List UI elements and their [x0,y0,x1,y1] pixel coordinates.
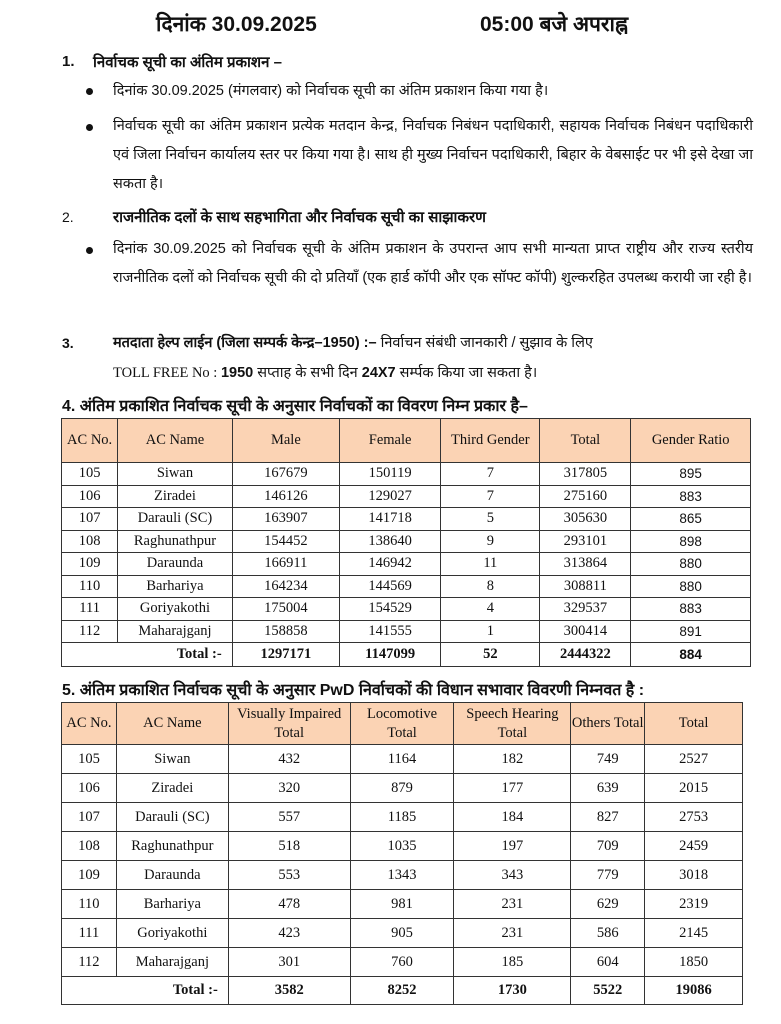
table-cell: Daraunda [116,861,228,890]
table-cell: 905 [350,919,454,948]
table-cell: 313864 [540,553,631,576]
table-cell: 154452 [232,530,339,553]
table-cell: 129027 [340,485,441,508]
table-cell: 2527 [645,745,743,774]
table-cell: 9 [441,530,540,553]
table-cell: 432 [228,745,350,774]
table-row [62,485,751,508]
section-3-line-2 [113,362,537,382]
table-cell: 317805 [540,463,631,486]
total-cell: 5522 [571,977,645,1005]
col-male: Male [232,419,339,463]
table-cell: 553 [228,861,350,890]
toll-free-end: सर्म्पक किया जा सकता है। [395,365,538,381]
table-cell: Goriyakothi [116,919,228,948]
total-cell: 52 [441,643,540,667]
table-cell: 106 [62,774,117,803]
section-2-bullet-1: दिनांक 30.09.2025 को निर्वाचक सूची के अंतिम प्रकाशन के उपरान्त आप सभी मान्यता प्राप्त राष्ट्रीय और राज्य स्तरीय राजनीतिक दलों को निर्वाचक सूची की दो प्रतियाँ (एक हार्ड कॉपी और एक सॉफ्ट कॉपी) शुल्करहित उपलब्ध करायी जा रही है। [113,241,753,286]
table-cell: 879 [350,774,454,803]
col-speech-hearing: Speech Hearing Total [454,703,571,745]
total-cell: 2444322 [540,643,631,667]
table-cell: 981 [350,890,454,919]
col-others: Others Total [571,703,645,745]
table-cell: 231 [454,890,571,919]
table-cell: 891 [631,620,751,643]
table-row [62,774,743,803]
total-cell: 8252 [350,977,454,1005]
table-cell: 150119 [340,463,441,486]
table-cell: 300414 [540,620,631,643]
table-cell: 2015 [645,774,743,803]
table-cell: 478 [228,890,350,919]
table-cell: 1850 [645,948,743,977]
table-cell: 629 [571,890,645,919]
section-5-title: 5. अंतिम प्रकाशित निर्वाचक सूची के अनुसार PwD निर्वाचकों की विधान सभावार विवरणी निम्नवत है : [62,682,645,699]
table-cell: Raghunathpur [116,832,228,861]
table-cell: Maharajganj [118,620,232,643]
table-cell: 141718 [340,508,441,531]
toll-free-hours: 24X7 [361,365,396,381]
table-cell: 141555 [340,620,441,643]
table-cell: 105 [62,463,118,486]
table-cell: 779 [571,861,645,890]
table-row [62,890,743,919]
table-cell: 2145 [645,919,743,948]
pwd-electors-table [61,702,743,1005]
table-cell: 109 [62,861,117,890]
table-cell: Barhariya [116,890,228,919]
table-cell: 895 [631,463,751,486]
table-cell: 5 [441,508,540,531]
toll-free-mid: सप्ताह के सभी दिन [253,365,362,381]
table-row [62,598,751,621]
table-cell: 898 [631,530,751,553]
section-4-title: 4. अंतिम प्रकाशित निर्वाचक सूची के अनुसार निर्वाचकों का विवरण निम्न प्रकार है– [62,398,528,415]
table-cell: 827 [571,803,645,832]
table-cell: Barhariya [118,575,232,598]
table-row [62,948,743,977]
toll-free-label: TOLL FREE No : [113,365,221,381]
total-label: Total :- [62,977,229,1005]
table-cell: 146942 [340,553,441,576]
total-cell: 1147099 [340,643,441,667]
section-1-bullet-2: निर्वाचक सूची का अंतिम प्रकाशन प्रत्येक मतदान केन्द्र, निर्वाचक निबंधन पदाधिकारी, सहायक निर्वाचक निबंधन पदाधिकारी एवं जिला निर्वाचन कार्यालय स्तर पर किया गया है। साथ ही मुख्य निर्वाचन पदाधिकारी, बिहार के वेबसाईट पर भी इसे देखा जा सकता है। [113,118,753,192]
table-cell: 107 [62,803,117,832]
table-cell: 7 [441,485,540,508]
table-cell: 883 [631,485,751,508]
bullet-icon [86,88,93,95]
table-cell: 110 [62,575,118,598]
table-cell: 343 [454,861,571,890]
col-ac-no: AC No. [62,419,118,463]
table-cell: 8 [441,575,540,598]
table-cell: 2753 [645,803,743,832]
bullet-icon [86,124,93,131]
table-cell: 329537 [540,598,631,621]
table-cell: 182 [454,745,571,774]
table-cell: Darauli (SC) [116,803,228,832]
col-total: Total [645,703,743,745]
table-cell: Darauli (SC) [118,508,232,531]
section-3-number: 3. [62,335,74,351]
table-cell: 749 [571,745,645,774]
table-row [62,575,751,598]
table-cell: Ziradei [118,485,232,508]
table-cell: 158858 [232,620,339,643]
table-cell: 111 [62,598,118,621]
table-cell: 586 [571,919,645,948]
table-header-row [62,419,751,463]
table-cell: 423 [228,919,350,948]
electors-table [61,418,751,667]
total-cell: 3582 [228,977,350,1005]
table-cell: 3018 [645,861,743,890]
total-row [62,977,743,1005]
table-header-row [62,703,743,745]
col-third-gender: Third Gender [441,419,540,463]
total-cell: 1297171 [232,643,339,667]
col-ac-name: AC Name [116,703,228,745]
table-cell: 1 [441,620,540,643]
table-cell: 305630 [540,508,631,531]
table-cell: 231 [454,919,571,948]
col-total: Total [540,419,631,463]
table-cell: 865 [631,508,751,531]
total-cell: 884 [631,643,751,667]
table-cell: Ziradei [116,774,228,803]
total-cell: 1730 [454,977,571,1005]
table-cell: 112 [62,620,118,643]
table-cell: 1164 [350,745,454,774]
bullet-icon [86,247,93,254]
table-cell: 301 [228,948,350,977]
total-label: Total :- [62,643,233,667]
table-cell: 108 [62,530,118,553]
toll-free-number: 1950 [220,365,254,381]
table-row [62,553,751,576]
table-cell: 880 [631,553,751,576]
table-row [62,508,751,531]
table-row [62,745,743,774]
col-visually-impaired: Visually Impaired Total [228,703,350,745]
helpline-title: मतदाता हेल्प लाईन (जिला सम्पर्क केन्द्र–1950) :– [113,335,377,351]
table-cell: 320 [228,774,350,803]
table-cell: 164234 [232,575,339,598]
table-row [62,620,751,643]
table-cell: 163907 [232,508,339,531]
table-cell: Daraunda [118,553,232,576]
table-cell: 109 [62,553,118,576]
table-cell: 11 [441,553,540,576]
table-cell: 107 [62,508,118,531]
section-2-number: 2. [62,209,74,225]
table-cell: 175004 [232,598,339,621]
table-cell: Maharajganj [116,948,228,977]
table-cell: 308811 [540,575,631,598]
section-1-number: 1. [62,53,75,70]
table-cell: 709 [571,832,645,861]
table-cell: 197 [454,832,571,861]
table-cell: 1185 [350,803,454,832]
table-cell: Raghunathpur [118,530,232,553]
helpline-desc: निर्वाचन संबंधी जानकारी / सुझाव के लिए [376,335,593,351]
section-1-bullet-1: दिनांक 30.09.2025 (मंगलवार) को निर्वाचक सूची का अंतिम प्रकाशन किया गया है। [113,83,549,99]
table-row [62,832,743,861]
document-header [0,8,781,42]
table-row [62,530,751,553]
table-cell: 154529 [340,598,441,621]
table-cell: 111 [62,919,117,948]
total-row [62,643,751,667]
table-cell: 144569 [340,575,441,598]
table-cell: 184 [454,803,571,832]
col-ac-no: AC No. [62,703,117,745]
table-cell: 2319 [645,890,743,919]
table-cell: 138640 [340,530,441,553]
table-cell: 1035 [350,832,454,861]
table-cell: 106 [62,485,118,508]
table-cell: 1343 [350,861,454,890]
table-cell: 275160 [540,485,631,508]
table-cell: 177 [454,774,571,803]
table-cell: 883 [631,598,751,621]
table-cell: Siwan [116,745,228,774]
table-cell: 185 [454,948,571,977]
table-row [62,919,743,948]
col-locomotive: Locomotive Total [350,703,454,745]
header-time: 05:00 बजे अपराह्न [480,13,629,36]
table-cell: Siwan [118,463,232,486]
section-3-line-1 [113,332,593,352]
table-cell: 110 [62,890,117,919]
table-cell: 112 [62,948,117,977]
header-date: दिनांक 30.09.2025 [156,13,317,36]
table-cell: 518 [228,832,350,861]
table-cell: 108 [62,832,117,861]
table-row [62,803,743,832]
table-cell: 604 [571,948,645,977]
table-cell: 639 [571,774,645,803]
table-cell: 880 [631,575,751,598]
table-cell: 146126 [232,485,339,508]
table-cell: 557 [228,803,350,832]
section-1-title: निर्वाचक सूची का अंतिम प्रकाशन – [93,54,282,71]
table-row [62,861,743,890]
table-cell: 7 [441,463,540,486]
col-gender-ratio: Gender Ratio [631,419,751,463]
table-cell: 2459 [645,832,743,861]
col-ac-name: AC Name [118,419,232,463]
table-cell: 105 [62,745,117,774]
section-2-title: राजनीतिक दलों के साथ सहभागिता और निर्वाचक सूची का साझाकरण [113,209,486,226]
total-cell: 19086 [645,977,743,1005]
col-female: Female [340,419,441,463]
table-cell: 4 [441,598,540,621]
table-cell: Goriyakothi [118,598,232,621]
table-cell: 293101 [540,530,631,553]
table-cell: 167679 [232,463,339,486]
table-cell: 166911 [232,553,339,576]
table-cell: 760 [350,948,454,977]
table-row [62,463,751,486]
